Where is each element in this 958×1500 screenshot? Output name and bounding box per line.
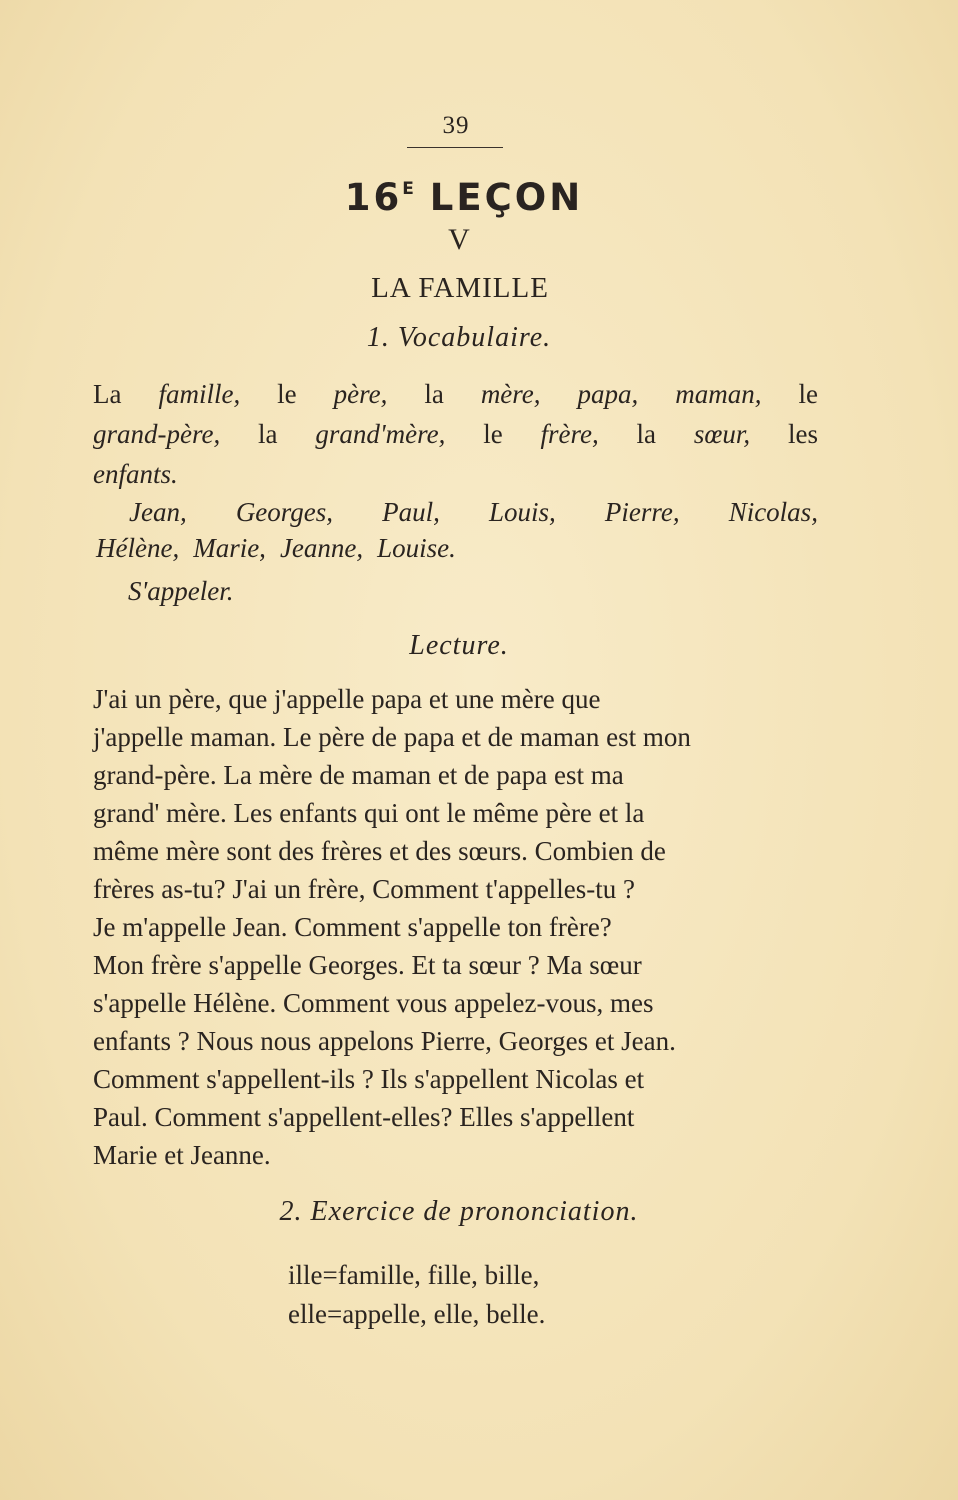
roman-numeral: V <box>448 223 470 256</box>
vocabulary-list <box>93 374 818 494</box>
pronunciation-list <box>288 1256 545 1334</box>
verb-entry: S'appeler. <box>128 576 234 606</box>
reading-line: Paul. Comment s'appellent-elles? Elles s'appellent <box>93 1102 635 1132</box>
names-list <box>96 494 818 566</box>
reading-line: frères as-tu? J'ai un frère, Comment t'appelles-tu ? <box>93 874 636 904</box>
pronunciation-line: ille=famille, fille, bille, <box>288 1260 540 1290</box>
reading-line: Marie et Jeanne. <box>93 1140 271 1170</box>
names-line-1: Jean, Georges, Paul, Louis, Pierre, Nicolas, <box>129 497 818 527</box>
vocab-line-2: grand-père, la grand'mère, le frère, la sœur, les <box>93 419 818 449</box>
reading-line: Mon frère s'appelle Georges. Et ta sœur ? Ma sœur <box>93 950 642 980</box>
reading-line: même mère sont des frères et des sœurs. Combien de <box>93 836 666 866</box>
lesson-word: LEÇON <box>429 176 584 219</box>
lesson-title <box>0 176 928 219</box>
header-rule <box>407 147 503 148</box>
lesson-suffix: E <box>402 179 414 199</box>
pronunciation-heading: 2. Exercice de prononciation. <box>279 1196 639 1227</box>
reading-line: Comment s'appellent-ils ? Ils s'appellent Nicolas et <box>93 1064 645 1094</box>
pronunciation-line: elle=appelle, elle, belle. <box>288 1299 546 1329</box>
vocab-line-1: La famille, le père, la mère, papa, maman, le <box>93 379 818 409</box>
vocabulary-heading: 1. Vocabulaire. <box>366 322 552 353</box>
page-number: 39 <box>442 112 470 139</box>
reading-text <box>93 680 818 1174</box>
lesson-number: 16 <box>344 176 403 219</box>
reading-line: grand-père. La mère de maman et de papa est ma <box>93 760 624 790</box>
vocab-line-3: enfants. <box>93 459 178 489</box>
reading-line: grand' mère. Les enfants qui ont le même père et la <box>93 798 645 828</box>
reading-line: Je m'appelle Jean. Comment s'appelle ton frère? <box>93 912 612 942</box>
reading-heading: Lecture. <box>409 630 509 661</box>
reading-line: s'appelle Hélène. Comment vous appelez-vous, mes <box>93 988 654 1018</box>
reading-line: j'appelle maman. Le père de papa et de maman est mon <box>93 722 691 752</box>
reading-line: enfants ? Nous nous appelons Pierre, Georges et Jean. <box>93 1026 676 1056</box>
reading-line: J'ai un père, que j'appelle papa et une mère que <box>93 684 601 714</box>
section-title: LA FAMILLE <box>371 272 549 304</box>
names-line-2: Hélène, Marie, Jeanne, Louise. <box>96 533 456 563</box>
